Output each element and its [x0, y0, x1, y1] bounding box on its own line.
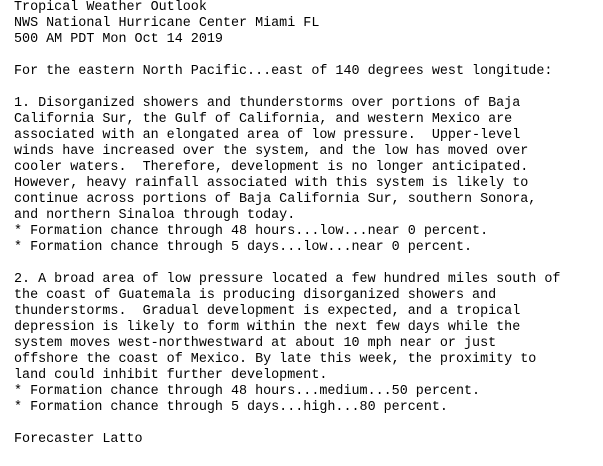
- item-line: system moves west-northwestward at about 10 mph near or just: [14, 336, 497, 351]
- spacer: [14, 80, 603, 96]
- outlook-item-2: [14, 272, 603, 416]
- item-line: and northern Sinaloa through today.: [14, 208, 296, 223]
- item-line: cooler waters. Therefore, development is no longer anticipated.: [14, 160, 529, 175]
- formation-chance-48h: * Formation chance through 48 hours...low...near 0 percent.: [14, 224, 489, 239]
- intro-line: For the eastern North Pacific...east of 140 degrees west longitude:: [14, 64, 553, 79]
- formation-chance-5d: * Formation chance through 5 days...low...near 0 percent.: [14, 240, 473, 255]
- spacer: [14, 416, 603, 432]
- spacer: [14, 48, 603, 64]
- outlook-document: [14, 0, 603, 448]
- item-line: associated with an elongated area of low pressure. Upper-level: [14, 128, 521, 143]
- item-line: However, heavy rainfall associated with this system is likely to: [14, 176, 529, 191]
- forecaster-signoff: Forecaster Latto: [14, 432, 143, 447]
- item-line: thunderstorms. Gradual development is expected, and a tropical: [14, 304, 521, 319]
- item-line: California Sur, the Gulf of California, and western Mexico are: [14, 112, 513, 127]
- document-title: Tropical Weather Outlook: [14, 0, 207, 15]
- item-line: continue across portions of Baja California Sur, southern Sonora,: [14, 192, 537, 207]
- item-line: land could inhibit further development.: [14, 368, 328, 383]
- item-line: the coast of Guatemala is producing disorganized showers and: [14, 288, 497, 303]
- formation-chance-48h: * Formation chance through 48 hours...medium...50 percent.: [14, 384, 481, 399]
- formation-chance-5d: * Formation chance through 5 days...high...80 percent.: [14, 400, 448, 415]
- outlook-item-1: [14, 96, 603, 256]
- item-line: winds have increased over the system, and the low has moved over: [14, 144, 529, 159]
- item-line: offshore the coast of Mexico. By late this week, the proximity to: [14, 352, 537, 367]
- issuing-office: NWS National Hurricane Center Miami FL: [14, 16, 320, 31]
- issue-time: 500 AM PDT Mon Oct 14 2019: [14, 32, 223, 47]
- item-line: depression is likely to form within the next few days while the: [14, 320, 521, 335]
- item-line: 1. Disorganized showers and thunderstorms over portions of Baja: [14, 96, 521, 111]
- item-line: 2. A broad area of low pressure located a few hundred miles south of: [14, 272, 561, 287]
- spacer: [14, 256, 603, 272]
